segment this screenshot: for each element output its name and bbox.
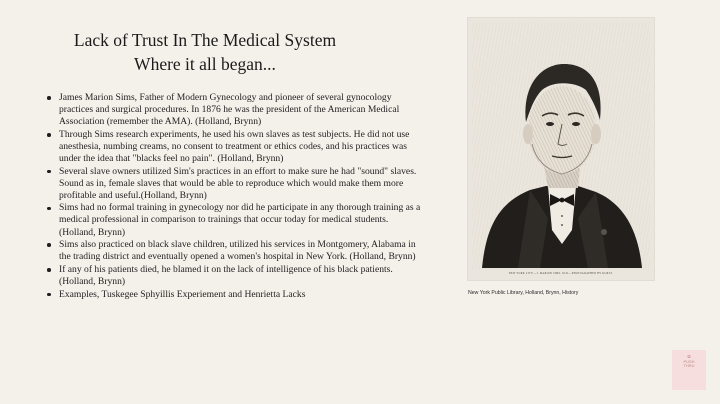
bullet-item: If any of his patients died, he blamed it on the lack of intelligence of his black patients. (Holland, Brynn) xyxy=(59,264,421,288)
bullet-item: Through Sims research experiments, he used his own slaves as test subjects. He did not use anesthesia, numbing creams, no consent to treatment or ethics codes, and his practices was under the idea that "blacks feel no pain". (Holland, Brynn) xyxy=(59,129,421,165)
bullet-item: Sims had no formal training in gynecology nor did he participate in any thorough training as a medical professional in comparison to trainings that occur today for medical students. (Holland, Brynn) xyxy=(59,202,421,238)
bullet-item: James Marion Sims, Father of Modern Gynecology and pioneer of several gynocology practices and surgical procedures. In 1876 he was the president of the American Medical Association (remember the AMA). (Holland, Brynn) xyxy=(59,92,421,128)
engraved-portrait-illustration xyxy=(468,18,654,280)
logo-text-line-1: PUSH xyxy=(683,358,695,364)
title-line-1: Lack of Trust In The Medical System xyxy=(73,30,337,50)
bullet-item: Sims also practiced on black slave children, utilized his services in Montgomery, Alabama in the trading district and eventually opened a women's hospital in New York. (Holland, Brynn) xyxy=(59,239,421,263)
bullet-list xyxy=(44,92,421,301)
logo-icon: ✿ xyxy=(687,354,691,359)
logo-text-line-2: THRU xyxy=(683,363,695,369)
portrait-image xyxy=(468,18,654,280)
slide-title xyxy=(30,28,380,76)
bullet-item: Several slave owners utilized Sim's practices in an effort to make sure he had "sound" slaves. Sound as in, female slaves that would be able to reproduce which would make them more profitable and useful.(Holland, Brynn) xyxy=(59,166,421,202)
plate-caption: NEW YORK CITY.—J. MARION SIMS, M.D.—PHOTOGRAPHED BY KURTZ. xyxy=(508,272,614,275)
title-line-2: Where it all began... xyxy=(134,54,276,74)
bullet-item: Examples, Tuskegee Sphyillis Experiement and Henrietta Lacks xyxy=(59,289,421,301)
watermark-logo xyxy=(672,350,706,390)
image-caption: New York Public Library, Holland, Brynn, History xyxy=(468,290,579,296)
